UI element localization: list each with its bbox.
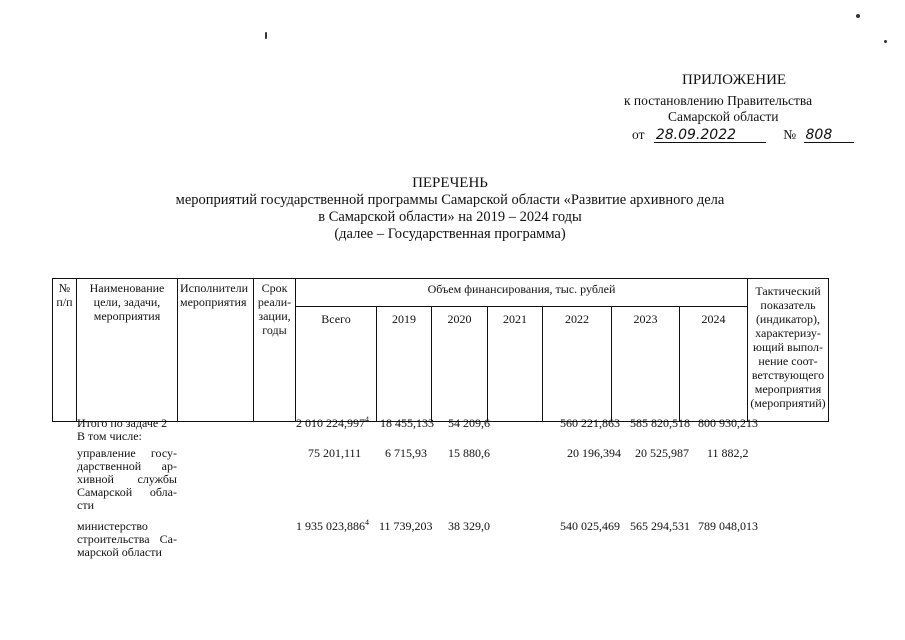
row-total: 2 010 224,997$^4$: [296, 415, 369, 430]
row-2019: 11 739,203: [379, 519, 433, 533]
title-line-1: ПЕРЕЧЕНЬ: [412, 175, 488, 191]
header-year-2020: 2020: [432, 306, 488, 421]
row-2023: 585 820,518: [630, 416, 690, 430]
header-year-2021: 2021: [488, 306, 543, 421]
title-line-4: (далее – Государственная программа): [334, 226, 566, 242]
handwritten-date: 28.09.2022: [654, 128, 766, 143]
header-num: № п/п: [53, 279, 77, 422]
scan-speck: [884, 40, 887, 43]
row-2024: 11 882,2: [707, 446, 749, 460]
row-2022: 560 221,863: [560, 416, 620, 430]
row-label: управление госу- дарственной ар- хивной службы Самарской обла- сти: [77, 446, 177, 512]
header-total: Всего: [296, 306, 377, 421]
header-name: Наименование цели, задачи, мероприятия: [77, 279, 178, 422]
handwritten-number: 808: [804, 128, 854, 143]
header-funding: Объем финансирования, тыс. рублей: [296, 279, 748, 307]
row-2019: 6 715,93: [385, 446, 427, 460]
scan-speck: [856, 14, 860, 18]
header-year-2019: 2019: [377, 306, 432, 421]
header-executors: Исполнители мероприятия: [178, 279, 254, 422]
row-total: 75 201,111: [308, 446, 362, 460]
appendix-line-1: к постановлению Правительства: [624, 93, 813, 108]
header-year-2022: 2022: [543, 306, 612, 421]
row-2023: 20 525,987: [635, 446, 689, 460]
date-prefix: от: [632, 127, 645, 142]
table-header: [52, 278, 829, 422]
row-2024: 800 930,213: [698, 416, 758, 430]
document-title: [120, 175, 780, 243]
row-2020: 38 329,0: [448, 519, 490, 533]
row-sublabel: В том числе:: [77, 429, 142, 443]
title-line-2: мероприятий государственной программы Самарской области «Развитие архивного дела: [175, 192, 725, 208]
row-total: 1 935 023,886$^4$: [296, 518, 369, 533]
header-indicator: Тактический показатель (индикатор), характеризу- ющий выпол- нение соот- ветствующего мероприятия (мероприятий): [748, 279, 829, 422]
row-label: министерство строительства Са- марской области: [77, 519, 177, 559]
scan-speck: [265, 32, 267, 39]
row-2022: 20 196,394: [567, 446, 621, 460]
row-2024: 789 048,013: [698, 519, 758, 533]
row-2020: 15 880,6: [448, 446, 490, 460]
header-term: Срок реали- зации, годы: [254, 279, 296, 422]
row-label: Итого по задаче 2: [77, 416, 168, 430]
appendix-date-line: [632, 126, 854, 143]
number-prefix: №: [783, 127, 797, 142]
row-2023: 565 294,531: [630, 519, 690, 533]
appendix-heading: ПРИЛОЖЕНИЕ: [682, 72, 787, 88]
title-line-3: в Самарской области» на 2019 – 2024 годы: [318, 209, 582, 225]
row-2019: 18 455,133: [380, 416, 434, 430]
header-year-2023: 2023: [612, 306, 680, 421]
row-2020: 54 209,6: [448, 416, 490, 430]
header-year-2024: 2024: [680, 306, 748, 421]
row-2022: 540 025,469: [560, 519, 620, 533]
appendix-line-2: Самарской области: [668, 109, 779, 124]
